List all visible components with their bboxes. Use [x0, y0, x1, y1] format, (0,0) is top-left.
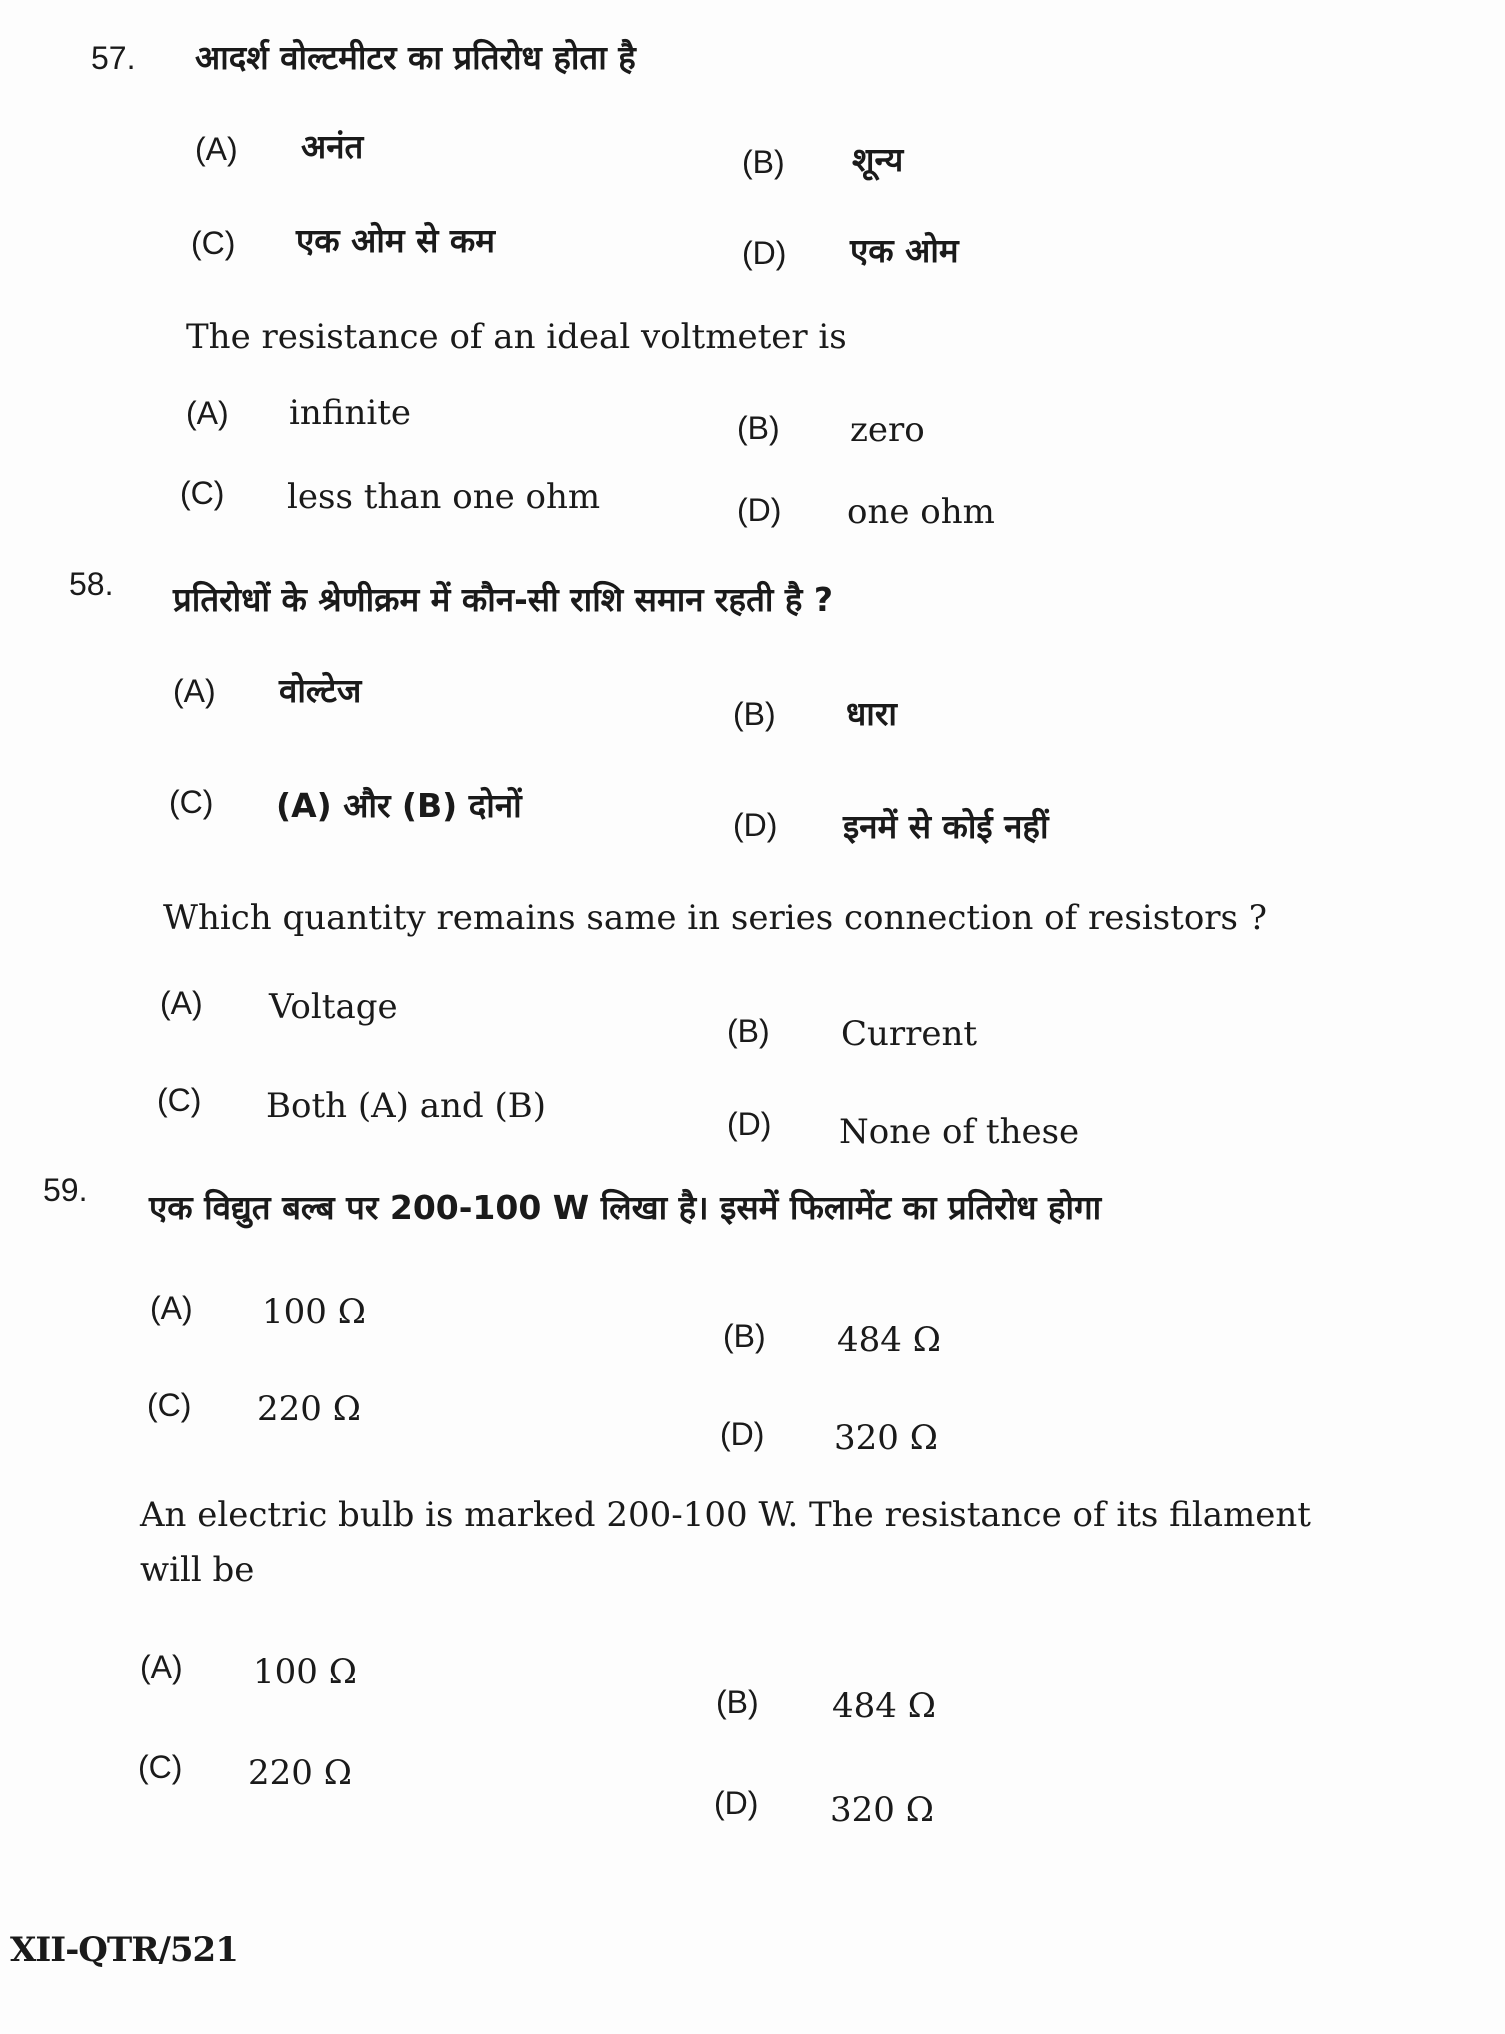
- option-c-english: less than one ohm: [287, 477, 601, 517]
- question-text-hindi: एक विद्युत बल्ब पर 200-100 W लिखा है। इसमें फिलामेंट का प्रतिरोध होगा: [149, 1188, 1102, 1227]
- option-label: (D): [737, 492, 782, 528]
- question-text-english: The resistance of an ideal voltmeter is: [186, 317, 847, 357]
- option-b-english: zero: [850, 410, 925, 450]
- option-label: (C): [157, 1082, 202, 1118]
- option-label: (C): [169, 784, 214, 820]
- question-number: 57.: [91, 40, 136, 76]
- option-c-english: 220 Ω: [248, 1753, 352, 1793]
- option-b-english: Current: [841, 1014, 978, 1054]
- option-a-hindi: 100 Ω: [262, 1292, 366, 1332]
- question-text-hindi: प्रतिरोधों के श्रेणीक्रम में कौन-सी राशि समान रहती है ?: [173, 580, 834, 619]
- question-text-hindi: आदर्श वोल्टमीटर का प्रतिरोध होता है: [195, 38, 636, 77]
- question-text-english: An electric bulb is marked 200-100 W. The resistance of its filament: [140, 1495, 1311, 1535]
- option-a-hindi: अनंत: [301, 127, 364, 166]
- option-a-hindi: वोल्टेज: [279, 671, 362, 710]
- option-d-english: 320 Ω: [830, 1790, 934, 1830]
- option-a-english: 100 Ω: [253, 1652, 357, 1692]
- option-b-english: 484 Ω: [832, 1686, 936, 1726]
- option-d-english: None of these: [839, 1112, 1080, 1152]
- option-label: (C): [147, 1387, 192, 1423]
- option-label: (B): [742, 144, 785, 180]
- option-label: (A): [186, 395, 229, 431]
- option-label: (A): [195, 131, 238, 167]
- option-label: (B): [727, 1013, 770, 1049]
- option-a-english: Voltage: [269, 987, 398, 1027]
- option-label: (B): [733, 696, 776, 732]
- option-label: (A): [140, 1649, 183, 1685]
- option-c-english: Both (A) and (B): [266, 1086, 546, 1126]
- paper-code: XII-QTR/521: [10, 1930, 238, 1970]
- option-label: (C): [180, 475, 225, 511]
- option-label: (C): [138, 1749, 183, 1785]
- question-number: 59.: [43, 1172, 88, 1208]
- option-b-hindi: धारा: [846, 694, 897, 733]
- question-number: 58.: [69, 566, 114, 602]
- option-label: (B): [723, 1318, 766, 1354]
- option-label: (A): [150, 1290, 193, 1326]
- question-text-english-cont: will be: [140, 1550, 255, 1590]
- option-d-hindi: 320 Ω: [834, 1418, 938, 1458]
- option-label: (D): [733, 807, 778, 843]
- option-c-hindi: एक ओम से कम: [296, 221, 495, 260]
- option-label: (A): [173, 673, 216, 709]
- option-label: (B): [716, 1684, 759, 1720]
- option-b-hindi: 484 Ω: [837, 1320, 941, 1360]
- option-label: (A): [160, 985, 203, 1021]
- option-b-hindi: शून्य: [852, 140, 904, 179]
- question-text-english: Which quantity remains same in series connection of resistors ?: [163, 898, 1268, 938]
- option-label: (D): [714, 1785, 759, 1821]
- option-label: (D): [742, 235, 787, 271]
- option-d-english: one ohm: [847, 492, 995, 532]
- option-label: (D): [727, 1106, 772, 1142]
- option-c-hindi: (A) और (B) दोनों: [276, 786, 522, 825]
- option-label: (B): [737, 410, 780, 446]
- option-label: (D): [720, 1416, 765, 1452]
- option-d-hindi: इनमें से कोई नहीं: [843, 807, 1049, 846]
- option-label: (C): [191, 225, 236, 261]
- option-d-hindi: एक ओम: [850, 231, 959, 270]
- option-c-hindi: 220 Ω: [257, 1389, 361, 1429]
- option-a-english: infinite: [289, 393, 412, 433]
